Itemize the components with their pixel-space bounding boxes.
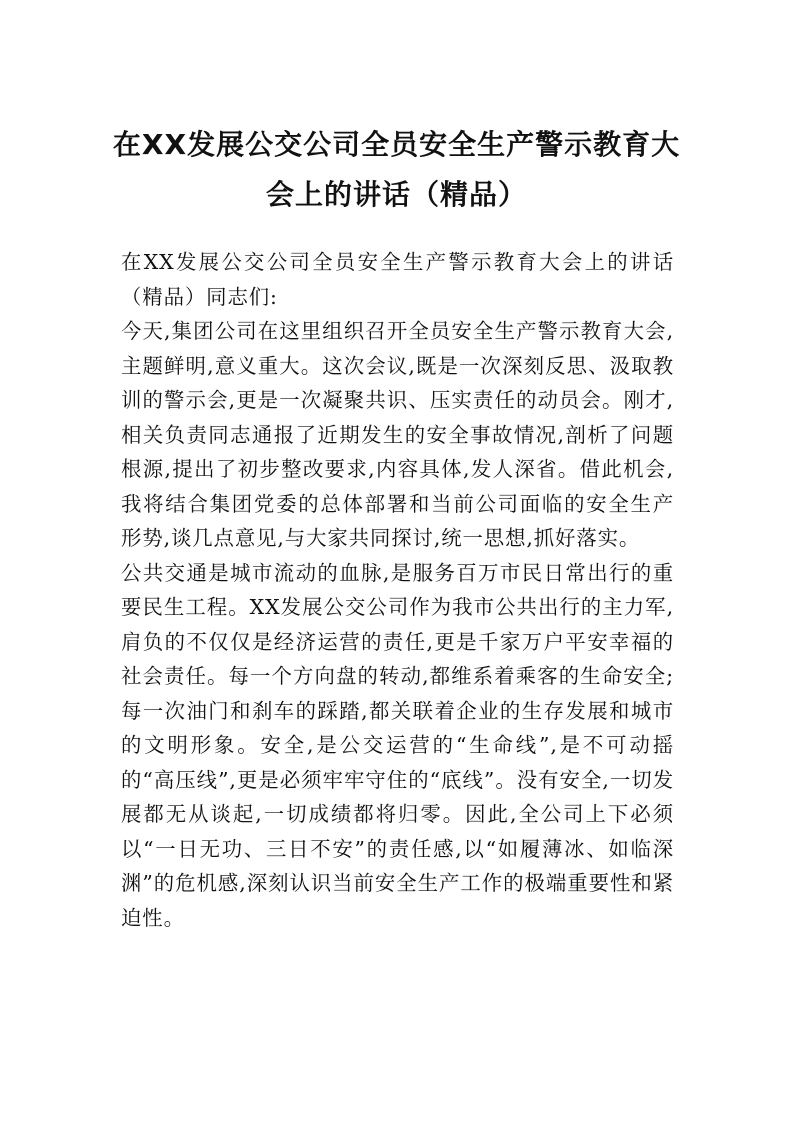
paragraph-salutation: 在XX发展公交公司全员安全生产警示教育大会上的讲话（精品）同志们: [121,250,674,309]
document-body [121,245,674,935]
paragraph-importance: 公共交通是城市流动的血脉,是服务百万市民日常出行的重要民生工程。XX发展公交公司作为我市公共出行的主力军,肩负的不仅仅是经济运营的责任,更是千家万户平安幸福的社会责任。每一个方向盘的转动,都维系着乘客的生命安全;每一次油门和刹车的踩踏,都关联着企业的生存发展和城市的文明形象。安全,是公交运营的“生命线”,是不可动摇的“高压线”,更是必须牢牢守住的“底线”。没有安全,一切发展都无从谈起,一切成绩都将归零。因此,全公司上下必须以“一日无功、三日不安”的责任感,以“如履薄冰、如临深渊”的危机感,深刻认识当前安全生产工作的极端重要性和紧迫性。 [121,560,674,930]
document-title: 在XX发展公交公司全员安全生产警示教育大会上的讲话（精品） [112,128,681,211]
paragraph-opening: 今天,集团公司在这里组织召开全员安全生产警示教育大会,主题鲜明,意义重大。这次会议,既是一次深刻反思、汲取教训的警示会,更是一次凝聚共识、压实责任的动员会。刚才,相关负责同志通报了近期发生的安全事故情况,剖析了问题根源,提出了初步整改要求,内容具体,发人深省。借此机会,我将结合集团党委的总体部署和当前公司面临的安全生产形势,谈几点意见,与大家共同探讨,统一思想,抓好落实。 [121,319,674,550]
